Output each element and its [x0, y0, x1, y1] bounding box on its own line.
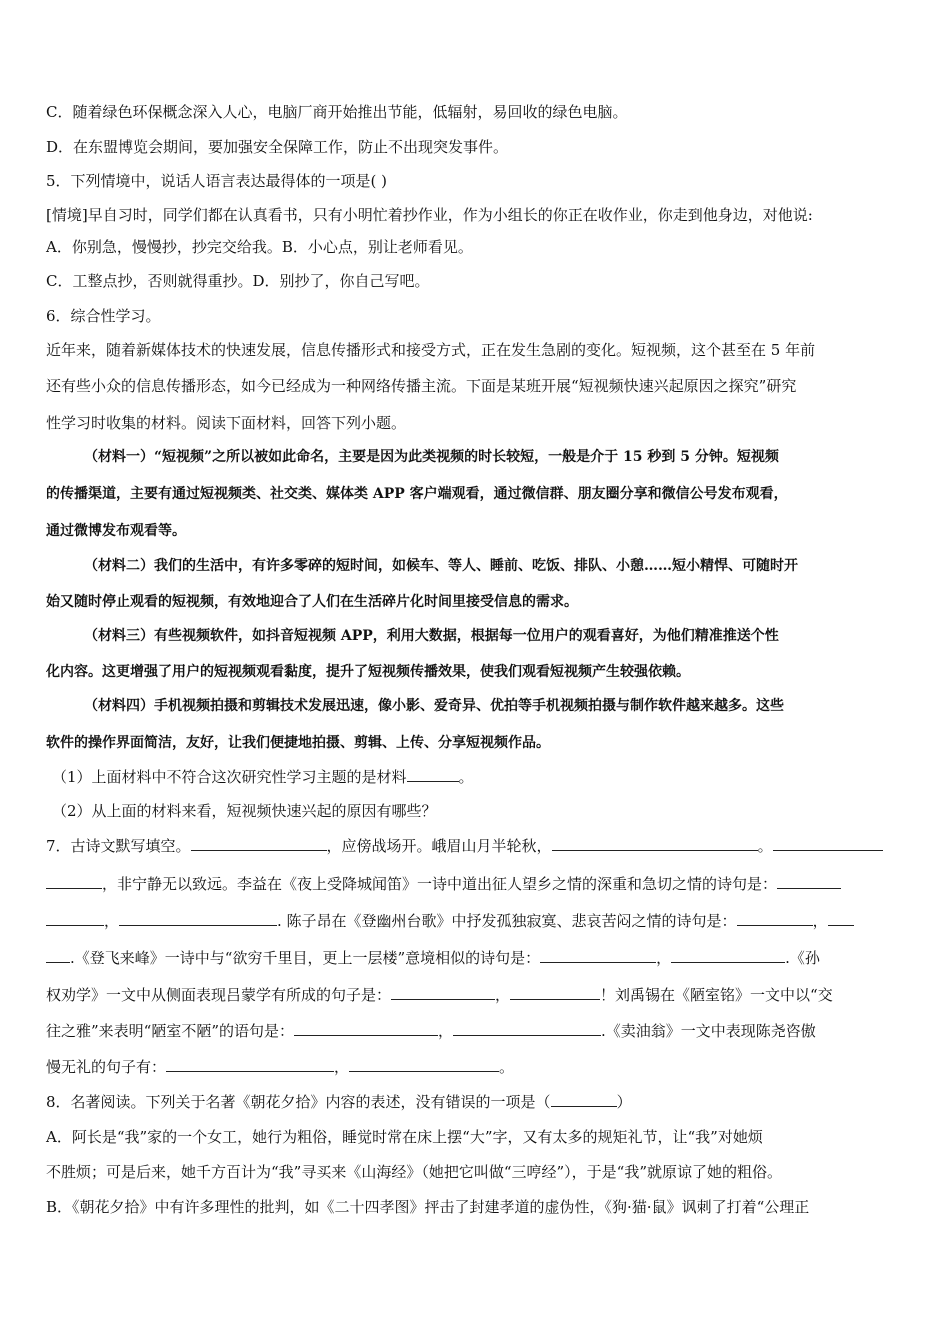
question-6-intro-line: 性学习时收集的材料。阅读下面材料，回答下列小题。 — [46, 414, 407, 432]
answer-blank[interactable] — [407, 767, 459, 782]
answer-blank[interactable] — [46, 874, 102, 889]
answer-blank[interactable] — [737, 911, 813, 926]
question-7-line: ，非宁静无以致远。李益在《夜上受降城闻笛》一诗中道出征人望乡之情的深重和急切之情的诗句是： — [46, 874, 841, 894]
question-7-line: 权劝学》一文中从侧面表现吕蒙学有所成的句子是： ， ！刘禹锡在《陋室铭》一文中以“交 — [46, 986, 833, 1004]
material-4-line: （材料四）手机视频拍摄和剪辑技术发展迅速，像小影、爱奇异、优拍等手机视频拍摄与制作软件越来越多。这些 — [84, 698, 784, 714]
answer-blank[interactable] — [191, 836, 327, 851]
question-8-option-a: A．阿长是“我”家的一个女工，她行为粗俗，睡觉时常在床上摆“大”字，又有太多的规矩礼节，让“我”对她烦 — [46, 1128, 763, 1146]
question-8-title: 8．名著阅读。下列关于名著《朝花夕拾》内容的表述，没有错误的一项是（ ） — [46, 1093, 632, 1111]
question-5-options-ab: A．你别急，慢慢抄，抄完交给我。B．小心点，别让老师看见。 — [46, 238, 473, 256]
question-6-intro-line: 还有些小众的信息传播形态，如今已经成为一种网络传播主流。下面是某班开展“短视频快速兴起原因之探究”研究 — [46, 377, 797, 395]
answer-blank[interactable] — [777, 874, 841, 889]
material-4-line: 软件的操作界面简洁，友好，让我们便捷地拍摄、剪辑、上传、分享短视频作品。 — [46, 735, 550, 751]
answer-blank[interactable] — [166, 1057, 334, 1072]
answer-blank[interactable] — [828, 911, 854, 926]
question-8-option-a: 不胜烦；可是后来，她千方百计为“我”寻买来《山海经》（她把它叫做“三哼经”），于是“我”就原谅了她的粗俗。 — [46, 1163, 783, 1181]
question-8-option-b: B．《朝花夕拾》中有许多理性的批判，如《二十四孝图》抨击了封建孝道的虚伪性，《狗·猫·鼠》讽刺了打着“公理正 — [46, 1198, 810, 1216]
question-5-scenario: [情境]早自习时，同学们都在认真看书，只有小明忙着抄作业，作为小组长的你正在收作业，你走到他身边，对他说: — [46, 206, 813, 224]
question-7-line: ， . 陈子昂在《登幽州台歌》中抒发孤独寂寞、悲哀苦闷之情的诗句是： ， — [46, 911, 854, 931]
answer-blank[interactable] — [294, 1021, 438, 1036]
answer-blank[interactable] — [510, 985, 600, 1000]
answer-blank[interactable] — [46, 948, 70, 963]
option-c-line: C．随着绿色环保概念深入人心，电脑厂商开始推出节能，低辐射，易回收的绿色电脑。 — [46, 103, 628, 121]
answer-blank[interactable] — [453, 1021, 601, 1036]
material-1-line: （材料一）“短视频”之所以被如此命名，主要是因为此类视频的时长较短，一般是介于 15 秒到 5 分钟。短视频 — [84, 449, 779, 465]
answer-blank[interactable] — [391, 985, 495, 1000]
question-5-title: 5．下列情境中，说话人语言表达最得体的一项是( ) — [46, 172, 388, 190]
subquestion-1: （1）上面材料中不符合这次研究性学习主题的是材料 。 — [52, 768, 474, 786]
question-7-line: 往之雅”来表明“陋室不陋”的语句是： ， .《卖油翁》一文中表现陈尧咨傲 — [46, 1022, 816, 1040]
material-3-line: 化内容。这更增强了用户的短视频观看黏度，提升了短视频传播效果，使我们观看短视频产生较强依赖。 — [46, 664, 690, 680]
answer-blank[interactable] — [119, 911, 277, 926]
subquestion-2: （2）从上面的材料来看，短视频快速兴起的原因有哪些？ — [52, 802, 437, 820]
answer-blank[interactable] — [552, 836, 758, 851]
question-6-intro-line: 近年来，随着新媒体技术的快速发展，信息传播形式和接受方式，正在发生急剧的变化。短视频，这个甚至在 5 年前 — [46, 341, 816, 359]
question-7-line: 7．古诗文默写填空。 ，应傍战场开。峨眉山月半轮秋， 。 — [46, 836, 883, 856]
material-2-line: 始又随时停止观看的短视频，有效地迎合了人们在生活碎片化时间里接受信息的需求。 — [46, 594, 578, 610]
question-5-options-cd: C．工整点抄，否则就得重抄。D．别抄了，你自己写吧。 — [46, 272, 430, 290]
question-7-line: 慢无礼的句子有： ， 。 — [46, 1058, 515, 1076]
material-2-line: （材料二）我们的生活中，有许多零碎的短时间，如候车、等人、睡前、吃饭、排队、小憩……短小精悍、可随时开 — [84, 558, 798, 574]
answer-blank[interactable] — [671, 948, 785, 963]
question-7-line: .《登飞来峰》一诗中与“欲穷千里目，更上一层楼”意境相似的诗句是： ， .《孙 — [46, 948, 820, 968]
material-1-line: 通过微博发布观看等。 — [46, 523, 186, 539]
answer-blank[interactable] — [773, 836, 883, 851]
question-6-title: 6．综合性学习。 — [46, 307, 161, 325]
material-3-line: （材料三）有些视频软件，如抖音短视频 APP，利用大数据，根据每一位用户的观看喜好，为他们精准推送个性 — [84, 628, 779, 644]
option-d-line: D．在东盟博览会期间，要加强安全保障工作，防止不出现突发事件。 — [46, 138, 509, 156]
answer-blank[interactable] — [551, 1092, 617, 1107]
answer-blank[interactable] — [46, 911, 104, 926]
material-1-line: 的传播渠道，主要有通过短视频类、社交类、媒体类 APP 客户端观看，通过微信群、朋友圈分享和微信公号发布观看， — [46, 486, 788, 502]
answer-blank[interactable] — [540, 948, 656, 963]
answer-blank[interactable] — [349, 1057, 499, 1072]
